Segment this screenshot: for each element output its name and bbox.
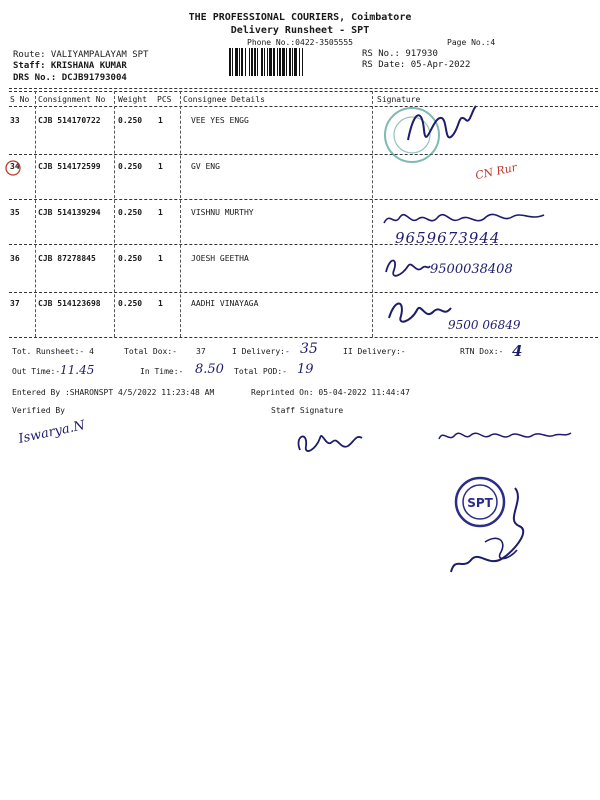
col-divider	[114, 91, 115, 337]
tamil-signature-staff	[435, 425, 575, 447]
row-weight: 0.250	[118, 162, 143, 171]
total-dox-label: Total Dox:-	[124, 347, 177, 356]
col-divider	[372, 91, 373, 337]
rs-date: RS Date: 05-Apr-2022	[362, 60, 471, 70]
staff-signature	[290, 420, 370, 460]
row-pcs: 1	[158, 208, 163, 217]
i-delivery-label: I Delivery:-	[232, 347, 290, 356]
out-time-label: Out Time:-	[12, 367, 61, 376]
row-rule	[9, 292, 598, 293]
signature-row36	[382, 252, 432, 282]
row-consignee: VEE YES ENGG	[191, 116, 249, 125]
verified-by-label: Verified By	[12, 406, 65, 415]
manager-signature	[445, 480, 555, 590]
col-header-weight: Weight	[118, 95, 147, 104]
row-sno: 34	[10, 162, 20, 171]
rtn-dox-value: 4	[512, 342, 523, 360]
company-name: THE PROFESSIONAL COURIERS, Coimbatore	[188, 12, 412, 23]
verified-signature: Iswarya.N	[17, 418, 87, 447]
phone-number: Phone No.:0422-3505555	[247, 38, 353, 47]
signature-row37	[385, 296, 455, 326]
row-consignee: VISHNU MURTHY	[191, 208, 254, 217]
tot-runsheet: Tot. Runsheet:- 4	[12, 347, 94, 356]
row-sno: 33	[10, 116, 20, 125]
row37-phone: 9500 06849	[448, 318, 521, 332]
table-top-rule-2	[9, 91, 598, 92]
col-divider	[35, 91, 36, 337]
row-sno: 35	[10, 208, 20, 217]
barcode	[229, 48, 355, 76]
drs-number: DRS No.: DCJB91793004	[13, 73, 127, 83]
staff-signature-label: Staff Signature	[271, 406, 344, 415]
row34-note: CN Rur	[474, 160, 519, 183]
row-consignment: CJB 514139294	[38, 208, 101, 217]
row-consignment: CJB 514123698	[38, 299, 101, 308]
total-pod-value: 19	[297, 362, 314, 377]
table-header-rule	[9, 106, 598, 107]
row-pcs: 1	[158, 116, 163, 125]
row-rule	[9, 154, 598, 155]
col-header-pcs: PCS	[157, 95, 172, 104]
rtn-dox-label: RTN Dox:-	[460, 347, 504, 356]
in-time-label: In Time:-	[140, 367, 184, 376]
i-delivery-value: 35	[300, 341, 318, 357]
row-weight: 0.250	[118, 116, 143, 125]
ii-delivery-label: II Delivery:-	[343, 347, 406, 356]
row-consignment: CJB 87278845	[38, 254, 96, 263]
in-time-value: 8.50	[195, 362, 224, 377]
spt-stamp-text: SPT	[467, 496, 493, 510]
total-dox-value: 37	[196, 347, 206, 356]
total-pod-label: Total POD:-	[234, 367, 287, 376]
row-weight: 0.250	[118, 208, 143, 217]
row-pcs: 1	[158, 162, 163, 171]
route: Route: VALIYAMPALAYAM SPT	[13, 50, 149, 60]
row-weight: 0.250	[118, 254, 143, 263]
row-consignee: JOESH GEETHA	[191, 254, 249, 263]
row36-phone: 9500038408	[430, 262, 513, 277]
col-header-consignment: Consignment No	[38, 95, 106, 104]
row-rule	[9, 199, 598, 200]
document-title: Delivery Runsheet - SPT	[230, 25, 370, 36]
table-top-rule	[9, 88, 598, 89]
col-header-signature: Signature	[377, 95, 421, 104]
row-sno: 36	[10, 254, 20, 263]
row-pcs: 1	[158, 299, 163, 308]
row-rule	[9, 244, 598, 245]
col-header-consignee: Consignee Details	[183, 95, 265, 104]
entered-by: Entered By :SHARONSPT 4/5/2022 11:23:48 AM	[12, 388, 215, 397]
staff: Staff: KRISHANA KUMAR	[13, 61, 127, 71]
page-number: Page No.:4	[447, 38, 496, 47]
row-pcs: 1	[158, 254, 163, 263]
red-circle-mark	[3, 158, 23, 178]
table-bottom-rule	[9, 337, 598, 338]
row-consignment: CJB 514170722	[38, 116, 101, 125]
rs-number: RS No.: 917930	[362, 49, 438, 59]
row-sno: 37	[10, 299, 20, 308]
row-weight: 0.250	[118, 299, 143, 308]
col-header-sno: S No	[10, 95, 30, 104]
row-consignee: AADHI VINAYAGA	[191, 299, 259, 308]
reprinted-on: Reprinted On: 05-04-2022 11:44:47	[251, 388, 410, 397]
col-divider	[180, 91, 181, 337]
signature-row33	[400, 100, 480, 160]
row35-phone: 9659673944	[395, 229, 501, 247]
row-consignment: CJB 514172599	[38, 162, 101, 171]
row-consignee: GV ENG	[191, 162, 220, 171]
out-time-value: 11.45	[60, 363, 95, 377]
